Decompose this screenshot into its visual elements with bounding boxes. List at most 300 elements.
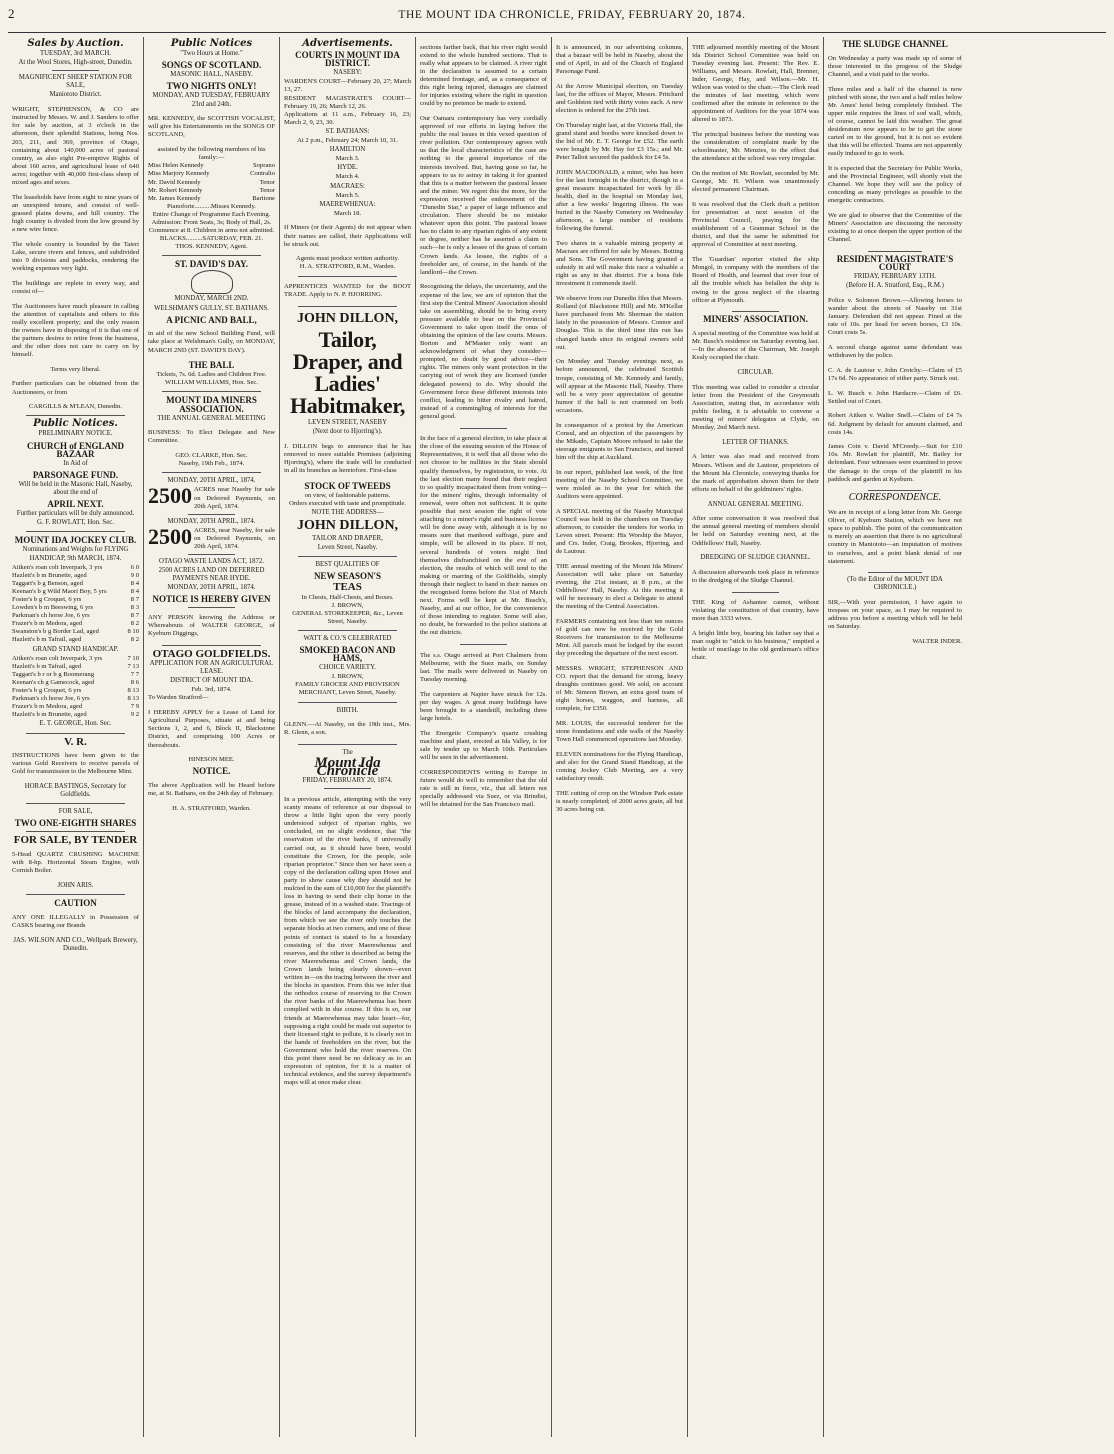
dillon-orders: Orders executed with taste and promptitude.: [289, 499, 406, 507]
divider: [162, 255, 261, 256]
masthead: [8, 6, 1106, 33]
article-para: sections farther back, that his river right would extend to the whole hundred sections. That is really what appears to be claimed. A river right in the declaration is assumed to a certain determined frontage, and, as a consequence of this right being injured, damages are claimed for injuries existing where the right in question could by no pretence be made to extend.: [420, 43, 547, 108]
land-sale-1: [148, 483, 275, 510]
vr-crest: V. R.: [64, 735, 87, 748]
dillon-trade-2: TAILOR AND DRAPER,: [312, 535, 383, 543]
news-item: A bright little boy, bearing his father say that a man ought to "stick to his business," emptied a bottle of mucilage in the old gentleman's office chair.: [692, 630, 819, 662]
ball-title: THE BALL: [188, 360, 235, 371]
chronicle-title: Mount Ida Chronicle: [314, 755, 381, 780]
birth-body: GLENN.—At Naseby, on the 19th inst., Mrs. R. Glenn, a son.: [284, 721, 411, 737]
list-item: [12, 596, 139, 604]
divider: [26, 531, 125, 532]
miners-annual: THE ANNUAL GENERAL MEETING: [157, 414, 266, 422]
entry-name: Miss Helen Kennedy: [148, 162, 204, 170]
station-district: Maniototo District.: [49, 91, 102, 99]
ball-tickets: Tickets, 7s. 6d. Ladies and Children Free.: [156, 371, 267, 379]
list-item: [148, 170, 275, 178]
news-item: A letter was also read and received from Messrs. Wilson and de Lautour, proprietors of the Mount Ida Chronicle, conveying thanks for the mark of approbation shown them for their efforts on behalf of the goldminers' rights.: [692, 453, 819, 493]
caution-title: CAUTION: [54, 898, 97, 909]
news-item: It was resolved that the Clerk draft a petition for presentation at next session of the Provincial Council, praying for the establishment of a Grammar School in the district, and that the same be submitted for approval of Committee at next meeting.: [692, 200, 819, 249]
news-item: On Thursday night last, at the Victoria Hall, the grand stand and booths were knocked down to the bid of Mr. E. T. George for £52. The earth were bought by Mr. Hay for £3 15s.; and Mr. Peter Talbot secured the paddock for £4 5s.: [556, 121, 683, 161]
any-person-body: ANY PERSON knowing the Address or Whereabouts of WALTER GEORGE, of Kyeburn Diggings,: [148, 614, 275, 638]
bazaar-signature: G. F. ROWLATT, Hon. Sec.: [37, 519, 114, 527]
divider: [52, 70, 99, 71]
dillon-trade: Tailor, Draper, and Ladies' Habitmaker,: [289, 326, 406, 418]
dillon-street-2: Leven Street, Naseby.: [317, 544, 378, 552]
column-6: [688, 37, 824, 1437]
entry-name: Foster's b g Croquet, 6 yrs: [12, 596, 82, 603]
list-item: [12, 663, 139, 671]
news-item: The Energetic Company's quartz crushing machine and plant, erected at Ida Valley, is for sale by tender up to March 10th. Particulars will be seen in the advertisement.: [420, 729, 547, 761]
auction-further: Further particulars can be obtained from the Auctioneers, or from: [12, 380, 139, 396]
news-item: THE adjourned monthly meeting of the Mount Ida District School Committee was held on Tuesday evening last. Present: The Rev. E. Williams, and Messrs. Rowlatt, Hall, Brenner, Inder, George, Hay, and Wilson.—Mr. H. Wilson was voted to the chair.—The Clerk read the minutes of last meeting, which were confirmed after the minute in reference to the appointment of Auditors for the year 1874 was altered to 1873.: [692, 43, 819, 124]
court-before: (Before H. A. Stratford, Esq., R.M.): [846, 282, 944, 290]
news-item: MESSRS. WRIGHT, STEPHENSON AND CO. report that the demand for strong, heavy draughts continues good. We sold, on account of Mr. Simeon Brown, an extra good team of eight horses, waggon, and harness, all complete, for £350.: [556, 665, 683, 713]
news-item: THE King of Ashantee cannot, without violating the constitution of that country, have more than 3333 wives.: [692, 599, 819, 623]
letter-heading: LETTER OF THANKS.: [722, 438, 789, 446]
miners-association-heading: MINERS' ASSOCIATION.: [703, 314, 808, 325]
acres-text: ACRES near Naseby for sale on Deferred Payments, on 20th April, 1874.: [194, 486, 275, 510]
page-number: 2: [8, 6, 15, 21]
teas-storekeeper: GENERAL STOREKEEPER, &c., Leven Street, Naseby.: [292, 609, 403, 625]
letter-signature: WALTER INDER.: [912, 638, 962, 646]
teas-title: TEAS: [333, 581, 362, 594]
divider: [460, 644, 507, 645]
teas-chests: In Chests, Half-Chests, and Boxes.: [301, 593, 394, 601]
sales-heading: Sales by Auction.: [27, 38, 124, 49]
land-sale-2: [148, 523, 275, 551]
list-item: [148, 187, 275, 195]
correspondence-heading: CORRESPONDENCE.: [848, 492, 942, 504]
application-signature: HINESON MEE.: [188, 756, 235, 764]
concert-assisted: assisted by the following members of his family:—: [157, 146, 266, 162]
shares-title: TWO ONE-EIGHTH SHARES: [14, 818, 137, 829]
dillon-name: JOHN DILLON,: [296, 310, 399, 326]
teas-best: BEST QUALITIES OF: [315, 561, 380, 569]
auction-body: WRIGHT, STEPHENSON, & CO are instructed by Messrs. W. and J. Sanders to offer for sale by auction, at 3 o'clock in the afternoon, their splendid Stations, being Nos. 203, 211, and 369, province of Otago, containing about 140,000 acres of pastoral country, as also eight Pre-emptive Rights of about 160 acres, and agricultural lease of 640 acres; together with 40,000 first-class sheep of mixed ages and sexes.: [12, 106, 139, 186]
dillon-stock: STOCK OF TWEEDS: [304, 480, 391, 491]
auction-leasehold: The leaseholds have from eight to nine years of an unexpired tenure, and consist of well-grassed plains downs, and hill country. The high country is divided from the low ground by a new wire fence.: [12, 193, 139, 234]
picnic-body: in aid of the new School Building Fund, will take place at Welshman's Gully, on MONDAY, MARCH 2ND (ST. DAVID'S DAY).: [148, 330, 275, 354]
courts-wardens: WARDEN'S COURT—February 20, 27; March 13, 27.: [284, 78, 411, 94]
concert-blacks: BLACKS..........SATURDAY, FEB. 21.: [159, 235, 264, 243]
divider: [162, 472, 261, 473]
list-item: [148, 195, 275, 203]
deferred-payments: 2500 ACRES LAND ON DEFERRED PAYMENTS NEAR HYDE.: [158, 567, 265, 583]
entry-name: Foster's b g Croquet, 6 yrs: [12, 687, 82, 695]
list-item: [12, 628, 139, 636]
dillon-on-view: on view, of fashionable patterns.: [304, 491, 391, 499]
bazaar-title: CHURCH of ENGLAND BAZAAR: [26, 440, 124, 459]
concert-body: MR. KENNEDY, the SCOTTISH VOCALIST, will give his Entertainments on the SONGS OF SCOTLAND,: [148, 115, 275, 139]
apprentices-ad: APPRENTICES WANTED for the BOOT TRADE. Apply to N. P. HJORRING.: [284, 283, 411, 299]
news-item: A discussion afterwards took place in reference to the dredging of the Sludge Channel.: [692, 568, 819, 584]
auction-country: The whole country is bounded by the Taieri Lake, secure rivers and fences, and subdivided into 9 divisions and paddocks, rendering the working expenses very light.: [12, 240, 139, 273]
handicap-list: [12, 564, 139, 645]
entry-name: Parkman's ch horse Joe, 6 yrs: [12, 695, 90, 703]
notice2-title: NOTICE.: [192, 766, 231, 777]
entry-value: 7 9: [130, 703, 139, 711]
application-to: To Warden Stratford—: [148, 694, 209, 702]
acres-number: 2500: [148, 483, 192, 509]
circular-heading: CIRCULAR.: [737, 368, 774, 376]
auction-terms: Terms very liberal.: [50, 365, 101, 373]
tender-title: FOR SALE, BY TENDER: [13, 834, 138, 847]
concert-hall: MASONIC HALL, NASEBY.: [170, 71, 253, 79]
news-item: After some conversation it was resolved that the annual general meeting of members should be held on Saturday evening next, at the Oddfellows' Hall, Naseby.: [692, 515, 819, 547]
concert-subtitle: "Two Hours at Home.": [180, 50, 243, 58]
divider: [26, 831, 125, 832]
list-item: [12, 695, 139, 703]
news-item: It is expected that the Secretary for Public Works, and the Provincial Engineer, will shortly visit the Channel. We hope they will see the policy of conceding as many privileges as possible to the energetic contractors.: [828, 165, 962, 205]
entry-name: Frazer's b m Medora, aged: [12, 620, 83, 628]
entry-value: Soprano: [253, 162, 275, 170]
entry-value: Tenor: [259, 186, 275, 194]
news-item: JOHN MACDONALD, a miner, who has been for the last fortnight in the district, though in a great measure incapacitated for work by ill-health, died in the hospital on Monday last, after a few weeks' lingering illness. He was buried in the Naseby Cemetery on Wednesday afternoon, a large number of residents following the funeral.: [556, 168, 683, 233]
list-item: [12, 604, 139, 612]
bacon-watt: WATT & CO.'S CELEBRATED: [303, 634, 392, 642]
divider: [162, 391, 261, 392]
entry-name: Swanston's b g Border Lad, aged: [12, 628, 99, 636]
concert-nights: TWO NIGHTS ONLY!: [166, 81, 257, 92]
bazaar-particulars: Further particulars will be duly announced.: [16, 510, 135, 518]
courts-hyde-date: March 4.: [335, 173, 360, 181]
column-2: [144, 37, 280, 1437]
courts-st-bathans-date: At 2 p.m., February 24; March 10, 31.: [297, 137, 398, 145]
list-item: [12, 620, 139, 628]
courts-agents: Agents must produce written authority.: [295, 255, 400, 263]
teas-new-season: NEW SEASON'S: [313, 571, 382, 582]
goldfields-title: OTAGO GOLDFIELDS.: [152, 648, 271, 660]
news-item: On the motion of Mr. Rowlatt, seconded by Mr. George, Mr. H. Wilson was unanimously elected permanent Chairman.: [692, 170, 819, 194]
entry-value: 9 2: [130, 711, 139, 719]
divider: [868, 251, 922, 252]
auction-location: At the Wool Stores, High-street, Dunedin.: [18, 59, 133, 67]
entry-name: Miss Marjory Kennedy: [148, 170, 210, 178]
entry-value: Baritone: [252, 194, 275, 202]
teas-brown: J. BROWN,: [331, 601, 364, 609]
crest-emblem: [191, 270, 233, 294]
entry-value: 8 7: [130, 612, 139, 620]
grand-stand-list: [12, 655, 139, 720]
concert-programme: Entire Change of Programme Each Evening.: [152, 210, 271, 218]
list-item: [12, 612, 139, 620]
divider: [460, 428, 507, 429]
court-case: C. A. de Lautour v. John Crotchy.—Claim of £5 17s 6d. No appearance of either party. Struck out.: [828, 366, 962, 382]
tender-signature: JOHN ARIS.: [57, 882, 94, 889]
jockey-nominations: Nominations and Weights for FLYING HANDICAP, 9th MARCH, 1874.: [22, 546, 129, 562]
court-heading: RESIDENT MAGISTRATE'S COURT: [836, 254, 954, 273]
divider: [868, 490, 922, 491]
entry-value: 7 7: [130, 670, 139, 678]
bacon-family: FAMILY GROCER AND PROVISION MERCHANT, Leven Street, Naseby.: [295, 681, 400, 697]
divider: [26, 415, 125, 416]
miners-business: BUSINESS: To Elect Delegate and New Committee.: [148, 429, 275, 445]
chronicle-the: The: [342, 749, 353, 756]
concert-title: SONGS OF SCOTLAND.: [161, 60, 262, 71]
concert-admission: Admission: Front Seats, 3s; Body of Hall, 2s.: [151, 218, 272, 226]
courts-hyde: HYDE.: [337, 164, 358, 172]
courts-st-bathans: ST. BATHANS:: [325, 127, 370, 135]
editorial-body: In a previous article, attempting with the very scanty means of reference at our disposal to throw a little light upon the very poorly understood subject of riparian rights, we concluded, on no slight evidence, that "the reservation of the river banks, if universally carried out, as it should have been, would constitute the Crown, for the people, sole riparian proprietor." Since then we have seen a copy of the declaration calling upon Howe and party to show cause why they should not be mulcted in the sum of £10,000 for the plaintiff's loss in having to send their clip home in the grease, instead of in a washed state. Tracings of the blocks of land accompany the declaration, from which we see the river only touches the separate blocks at two corners, and one of these points of contact is stated to be a boundary consisting of the river Maerewhenua and reserves, and the other is described as being the river Maerewhenua and Crown lands, the Crown lands being clearly shown—even written in—on the tracing between the river and the blocks in question. From this we infer that the orthodox course of reserving to the Crown the river banks of the Maerewhenua has been complied with in due course. If this is so, our friends at Maerewhenua may take heart—for, supposing a right could be made out superior to their licensed right to pollute, it is clearly not in the hands of freeholders on the river, but the Government who hold the river reserves. On this point there need be no delicacy as to an expression of opinion, for it is a matter of technical evidence, and the survey department's maps will at once make clear.: [284, 795, 411, 1087]
application-title: APPLICATION FOR AN AGRICULTURAL LEASE.: [149, 660, 274, 676]
court-case: Police v. Solomon Brown.—Allowing horses to wander about the streets of Naseby on 31st January. Defendant did not appear. Fined at the rate of 10s. per head for seven horses, £3 10s. Court costs 5s.: [828, 297, 962, 337]
public-notices-heading: Public Notices: [170, 38, 253, 49]
court-case: James Coin v. David M'Creedy.—Suit for £10 10s. Mr. Rowlatt for plaintiff, Mr. Bailey for defendant. Four witnesses were examined to prove the damage to the crops of the plaintiff in his paddock and garden at Kyeburn.: [828, 443, 962, 483]
auction-date: TUESDAY, 3rd MARCH.: [39, 50, 111, 58]
entry-name: Aitken's roan colt Inverpark, 3 yrs: [12, 654, 103, 662]
application-district: DISTRICT OF MOUNT IDA.: [170, 677, 253, 685]
divider: [324, 788, 371, 789]
column-3: [280, 37, 416, 1437]
divider: [732, 311, 779, 312]
sludge-heading: THE SLUDGE CHANNEL: [842, 39, 948, 49]
column-7: [824, 37, 966, 1437]
news-item: On Monday and Tuesday evenings next, as before announced, the celebrated Scottish troupe, consisting of Mr. Kennedy and family, will appear at the Masonic Hall, Naseby. There will be a very poor appreciation of genuine humor if the hall is not crammed on both occasions.: [556, 358, 683, 414]
divider: [26, 733, 125, 734]
news-item: We are in receipt of a long letter from Mr. George Oliver, of Kyeburn Station, which we have not space to publish. The point of the communication is merely an assertion that there is no agricultural country in Maniototo—an imputation of motives to ourselves, and a point blank denial of our statement.: [828, 509, 962, 565]
article-para: Our Oamaru contemporary has very cordially approved of our efforts in laying before the public the real issues in this vexed question of river pollution. Our contemporary agrees with us that the local characteristics of the case are nothing to the general importance of the interests involved. But, having gone so far, he appears to us to astray in taking it for granted that this is a matter between the pastoral lessee and the miner. We regret this the more, for the expression received the endorsement of the "Dunedin Star," a paper of large influence and circulation. There should be no mistake whatever upon this point. The pastoral lessee has no claim to any riparian rights of any extent or degree, neither has he asserted a claim to such—he is only a lessee of the grass of certain Crown lands. As lessee, the rights of a freeholder are, of course, in the hands of the landlord—the Crown.: [420, 114, 547, 276]
entry-value: 7 13: [127, 662, 139, 670]
dillon-body: J. DILLON begs to announce that he has removed to more suitable Premises (adjoining Hjorring's), where the trade will be conducted in all its branches as heretofore. First-class: [284, 442, 411, 474]
entry-value: 8 7: [130, 596, 139, 603]
courts-resident: RESIDENT MAGISTRATE'S COURT—February 19, 26; March 12, 26.: [284, 94, 411, 110]
newspaper-page: [8, 6, 1106, 1440]
advertisements-heading: Advertisements.: [302, 38, 393, 49]
st-davids-place: WELSHMAN'S GULLY, ST. BATHANS.: [154, 304, 269, 312]
news-item: Two shares in a valuable mining property at Macraes are offered for sale by Messrs. Botting and Sons. The Government having granted a subsidy in aid will make this race a valuable a right as any in that district. For a bona fide investment it commends itself.: [556, 239, 683, 288]
article-para: Recognising the delays, the uncertainty, and the expense of the law, we are of opinion that the first step the Central Miners' Association should take on assembling, should be to bring every pressure available to bear on the Provincial Government to take upon itself the onus of obtaining the opinion of the law courts. Messrs. Borton and M'Master only want an acknowledgment of what they consider—prompted, no doubt by good advice—their rights. The miners only want protection in the carrying out of work they are licensed (under delegated powers) to do. Why should the Government force these different interests into conflict, leading to bitter rivalry and hatred, instead of a commingling of interests for the general good.: [420, 283, 547, 420]
divider: [732, 592, 779, 593]
list-item: [12, 588, 139, 596]
entry-value: 8 6: [130, 678, 139, 686]
picnic-title: A PICNIC AND BALL,: [166, 314, 257, 325]
court-date: FRIDAY, FEBRUARY 13TH.: [853, 273, 937, 281]
instructions-signature: HORACE BASTINGS, Secretary for Goldfields.: [24, 783, 127, 799]
entry-value: 8 3: [130, 604, 139, 612]
jockey-title: MOUNT IDA JOCKEY CLUB.: [14, 535, 137, 546]
list-item: [12, 655, 139, 663]
entry-value: Tenor: [259, 178, 275, 186]
news-item: At the Arrow Municipal election, on Tuesday last, for the offices of Mayor, Messrs. Pritchard and Goldston tied with thirty votes each. A new election is ordered for the 27th inst.: [556, 82, 683, 114]
entry-name: Mr. James Kennedy: [148, 194, 201, 202]
entry-name: Hazlett's b m Brunette, aged: [12, 711, 87, 719]
dillon-name-2: JOHN DILLON,: [296, 518, 399, 534]
news-item: The 'Guardian' reporter visited the ship Mongol, in company with the members of the Board of Health, and learned that over four of all the trouble which has befallen the ship is owing to the gross neglect of the clearing officer at Plymouth.: [692, 256, 819, 304]
general-meeting-heading: ANNUAL GENERAL MEETING.: [707, 500, 804, 508]
courts-hamilton: HAMILTON: [329, 146, 366, 154]
news-item: It is announced, in our advertising columns, that a bazaar will be held in Naseby, about the end of April, in aid of the Church of England Parsonage Fund.: [556, 43, 683, 75]
entry-value: 9 0: [130, 571, 139, 579]
column-4: [416, 37, 552, 1437]
entry-name: Hazlett's b m Tafrail, aged: [12, 662, 82, 670]
bacon-brown: J. BROWN,: [331, 673, 364, 681]
entry-value: Contralto: [250, 170, 275, 178]
news-item: CORRESPONDENTS writing to Europe in future would do well to remember that the old rate is still in force, viz., that all letters not specially addressed via Suez, or via Brindisi, will be detained for the San Francisco mail.: [420, 768, 547, 808]
news-item: The principal business before the meeting was the consideration of complaint made by the schoolmaster, Mr. Menzies, to the effect that the attendance at the school was very irregular.: [692, 131, 819, 163]
entry-value: 8 4: [130, 579, 139, 587]
courts-naseby: NASEBY:: [333, 69, 362, 77]
entry-value: 8 4: [130, 587, 139, 595]
entry-value: 7 10: [127, 654, 139, 662]
page-title: THE MOUNT IDA CHRONICLE, FRIDAY, FEBRUARY 20, 1874.: [398, 9, 746, 21]
entry-name: Keenan's b g Wild Maori Boy, 5 yrs: [12, 587, 107, 595]
ball-signature: WILLIAM WILLIAMS, Hon. Sec.: [165, 379, 258, 387]
st-davids-date: MONDAY, MARCH 2ND.: [174, 295, 249, 303]
concert-dates: MONDAY, AND TUESDAY, FEBRUARY 23rd and 24th.: [152, 92, 271, 108]
chronicle-date: FRIDAY, FEBRUARY 20, 1874.: [302, 777, 393, 785]
courts-macraes-date: March 5.: [335, 191, 360, 199]
acres-number: 2500: [148, 523, 192, 549]
news-item: The carpenters at Napier have struck for 12s. per day wages. A great many buildings have been brought to a standstill, including three large hotels.: [420, 690, 547, 722]
divider: [298, 702, 397, 703]
courts-applications: Applications at 11 a.m., February 16, 23; March 2, 9, 23, 30.: [284, 110, 411, 126]
application-date: Feb. 3rd, 1874.: [191, 686, 232, 694]
divider: [162, 645, 261, 646]
list-item: [12, 671, 139, 679]
grand-stand-title: GRAND STAND HANDICAP.: [32, 645, 119, 653]
dillon-street: LEVEN STREET, NASEBY: [308, 418, 387, 426]
list-item: [12, 687, 139, 695]
news-item: In consequence of a protest by the American Consul, and an objection of the passengers by the Mikado, Captain Moore refused to take the steerage emigrants to San Francisco, and turned him off the ship at Auckland.: [556, 421, 683, 461]
list-item: [12, 636, 139, 644]
entry-value: 8 2: [130, 620, 139, 628]
entry-name: Taggart's b r or b g Boomerang: [12, 670, 95, 678]
column-5: [552, 37, 688, 1437]
divider: [188, 554, 235, 555]
courts-if-miners: If Miners (or their Agents) do not appear when their names are called, their Applications will be struck out.: [284, 224, 411, 248]
divider: [26, 894, 125, 895]
list-item: [12, 572, 139, 580]
tender-body: 5-Head QUARTZ CRUSHING MACHINE with 8-hp. Horizontal Steam Engine, with Cornish Boiler.: [12, 851, 139, 875]
entry-name: Lowden's b m Beeswing, 6 yrs: [12, 604, 94, 612]
column-1: [8, 37, 144, 1437]
divider: [188, 607, 235, 608]
bacon-choice: CHOICE VARIETY.: [319, 664, 376, 672]
public-notices-heading: Public Notices.: [33, 418, 118, 430]
news-item: The s.s. Otago arrived at Port Chalmers from Melbourne, with the Suez mails, on Sunday last. The mails were delivered in Naseby on Tuesday morning.: [420, 651, 547, 683]
auction-signature: CARGILLS & M'LEAN, Dunedin.: [29, 403, 122, 411]
cast-list: [148, 162, 275, 202]
divider: [298, 306, 397, 307]
entry-name: Frazer's b m Medora, aged: [12, 703, 83, 711]
bacon-title: SMOKED BACON AND HAMS,: [299, 644, 396, 664]
notice-title: NOTICE IS HEREBY GIVEN: [152, 594, 271, 605]
dillon-note: NOTE THE ADDRESS—: [311, 508, 384, 516]
entry-name: Mr. David Kennedy: [148, 178, 201, 186]
list-item: [12, 711, 139, 719]
to-editor: (To the Editor of the MOUNT IDA CHRONICLE.): [847, 576, 943, 592]
entry-value: 8 2: [130, 636, 139, 644]
list-item: [12, 564, 139, 572]
entry-value: 8 10: [127, 628, 139, 636]
entry-name: Parkman's ch horse Joe, 6 yrs: [12, 612, 90, 620]
article-para: In the face of a general election, to take place at the close of the ensuing session of the House of Representatives, it is well that all those who do not choose to be nullities in the State should qualify themselves, by registration, to vote. At the last election many found that their neglect to so qualify incapacitated them from voting—for the miners' rights, through informality of renewal, were often not sufficient. It is quite possible that next session the right of vote attaching to a miner's right and business license will be done away with, although it is by no means sure that manhood suffrage, pure and simple, will be allowed in its place. If not, several hundreds of voters might find themselves disfranchised on the eve of an election, the results of which will tend to the making or marring of the Goldfields, simply through their neglect to band in their names on the recognised forms before the 31st of March next. Forms will be kept at Mr. Busch's, Naseby, and at our office, for the convenience of those intending to register. Some will also, no doubt, be forwarded to the police stations at the out districts.: [420, 435, 547, 637]
bazaar-location: Will be held in the Masonic Hall, Naseby, about the end of: [18, 480, 133, 496]
courts-maerewhenua: MAEREWHENUA:: [319, 200, 376, 208]
jockey-signature: E. T. GEORGE, Hon. Sec.: [39, 720, 112, 728]
news-item: We are glad to observe that the Committee of the Miners' Association are discussing the necessity existing to at once deepen the upper portion of the Channel.: [828, 212, 962, 244]
news-item: This meeting was called to consider a circular letter from the President of the Greymouth Association, stating that, in accordance with public feeling, it is advisable to convene a meeting of miners' delegates at Clyde, on Monday, 2nd March next.: [692, 383, 819, 432]
bazaar-fund: PARSONAGE FUND.: [32, 469, 119, 480]
concert-piano: Pianoforte..........Misses Kennedy.: [167, 202, 256, 210]
divider: [26, 803, 125, 804]
land-sale-date-2: MONDAY, 20TH APRIL, 1874.: [167, 517, 256, 525]
list-item: [12, 679, 139, 687]
courts-signature: H. A. STRATFORD, R.M., Warden.: [299, 263, 396, 271]
entry-name: Mr. Robert Kennedy: [148, 186, 203, 194]
list-item: [12, 580, 139, 588]
court-case: L. W. Busch v. John Hardacre.—Claim of £6. Settled out of Court.: [828, 389, 962, 405]
miners-signature: GEO. CLARKE, Hon. Sec.: [175, 452, 248, 460]
dredging-heading: DREDGING OF SLUDGE CHANNEL.: [700, 554, 811, 562]
news-item: THE cutting of crop on the Windsor Park estate is nearly completed; of 2000 acres grain, all but 30 acres being cut.: [556, 790, 683, 814]
notice2-signature: H. A. STRATFORD, Warden.: [172, 804, 251, 812]
entry-value: 8 13: [127, 687, 139, 695]
courts-hamilton-date: March 3.: [335, 155, 360, 163]
divider: [298, 556, 397, 557]
dillon-next-door: (Next door to Hjorring's).: [312, 428, 383, 435]
news-item: THE annual meeting of the Mount Ida Miners' Association will take place on Saturday evening, the 21st instant, at 8 p.m., at the Oddfellows' Hall, Naseby. At this meeting it will be necessary to elect a Delegate to attend the meeting of the Central Association.: [556, 562, 683, 611]
news-item: Three miles and a half of the channel is now pitched with stone, the two and a half miles below Mr. Ames' hotel being completely finished. The upper mile requires the lines of sod wall, which, of course, cannot be laid this weather. The great desideratum now appears to be to get the stone carted on to the ground, but it is not so evident that this will be effected. Teams are not apparently easily induced to go to work.: [828, 85, 962, 158]
entry-name: Keenan's ch g Gamecock, aged: [12, 678, 95, 686]
court-case: Robert Aitken v. Walter Snell.—Claim of £4 7s 6d. Judgment by default for amount claimed, and costs 14s.: [828, 412, 962, 436]
waste-lands-act: OTAGO WASTE LANDS ACT, 1872.: [159, 558, 264, 566]
news-item: We observe from our Dunedin files that Messrs. Rolland (of Blackstone Hill) and Mr. M'Kellar have purchased from Mr. Sherman the station lately in the possession of Messrs. Connor and Douglas. This is the third time this run has changed hands since its original owners sold out.: [556, 295, 683, 351]
st-davids-title: ST. DAVID'S DAY.: [174, 259, 249, 270]
court-case: A second charge against same defendant was withdrawn by the police.: [828, 344, 962, 360]
divider: [298, 276, 397, 277]
news-item: ELEVEN nominations for the Flying Handicap, and also for the Grand Stand Handicap, at the coming Jockey Club Meeting, are a very satisfactory result.: [556, 751, 683, 783]
notice2-body: The above Application will be Heard before me, at St. Bathans, on the 24th day of February.: [148, 782, 275, 798]
entry-value: 8 13: [127, 695, 139, 703]
divider: [868, 572, 922, 573]
application-body: I HEREBY APPLY for a Lease of Land for Agricultural Purposes, situate at and being Sections 1, 2, and 6, Block II, Blackstone District, and comprising 100 Acres or thereabouts.: [148, 709, 275, 749]
miners-date: Naseby, 19th Feb., 1874.: [178, 460, 245, 468]
miners-title: MOUNT IDA MINERS ASSOCIATION.: [166, 395, 257, 414]
entry-name: Taggart's b g Benson, aged: [12, 579, 83, 587]
preliminary-notice: PRELIMINARY NOTICE.: [38, 430, 113, 438]
land-sale-date-3: MONDAY, 20TH APRIL, 1874.: [167, 584, 256, 592]
entry-value: 6 0: [130, 563, 139, 571]
list-item: [148, 162, 275, 170]
news-item: FARMERS containing not less than ten ounces of gold can now be received by the Gold Receivers for transmission to the Melbourne Mint. All parcels must be lodged by the escort day preceding the departure of the next escort.: [556, 617, 683, 658]
land-sale-date: MONDAY, 20TH APRIL, 1874.: [167, 477, 256, 485]
courts-maerewhenua-date: March 18.: [333, 209, 362, 217]
shares-for-sale: FOR SALE,: [58, 808, 93, 816]
divider: [188, 514, 235, 515]
entry-name: Aitken's roan colt Inverpark, 3 yrs: [12, 563, 103, 571]
bazaar-aid: In Aid of: [63, 459, 88, 467]
bazaar-date: APRIL NEXT.: [47, 499, 104, 510]
birth-title: BIRTH.: [336, 706, 359, 714]
list-item: [148, 179, 275, 187]
instructions-body: INSTRUCTIONS have been given to the various Gold Receivers to receive parcels of Gold for transmission to the Melbourne Mint.: [12, 752, 139, 776]
auction-auctioneers: The Auctioneers have much pleasure in calling the attention of capitalists and others to this really excellent property; and the only reason the owners have in disposing of it is that one of the partners desires to retire from the business, and the other does not care to carry on by himself.: [12, 302, 139, 359]
entry-name: Hazlett's b m Brunette, aged: [12, 571, 87, 579]
station-title: MAGNIFICENT SHEEP STATION FOR SALE,: [18, 74, 133, 90]
concert-commence: Commence at 8. Children in arms not admitted.: [148, 227, 275, 235]
news-item: On Wednesday a party was made up of some of those interested in the progress of the Sludge Channel, and a visit paid to the works.: [828, 54, 962, 78]
news-item: A SPECIAL meeting of the Naseby Municipal Council was held in the chambers on Tuesday afternoon, to consider the tenders for works in Leven street. Present: His Worship the Mayor, and Crs. Inder, Craig, Brookes, Hjorring, and de Lautour.: [556, 507, 683, 556]
entry-name: Hazlett's b m Tafrail, aged: [12, 636, 82, 644]
news-item: MR. LOUIS, the successful tenderer for the stone foundations and side walls of the Naseby Town Hall commenced operations last Monday.: [556, 720, 683, 744]
caution-signature: JAS. WILSON AND CO., Wellpark Brewery, Dunedin.: [13, 936, 138, 952]
caution-body: ANY ONE ILLEGALLY in Possession of CASKS bearing our Brands: [12, 913, 139, 929]
courts-title: COURTS IN MOUNT IDA DISTRICT.: [295, 50, 400, 69]
news-item: In our report, published last week, of the first meeting of the Naseby School Committee, we were misled as to the year for which the Auditors were appointed.: [556, 468, 683, 500]
news-item: A special meeting of the Committee was held at Mr. Busch's residence on Saturday evening last.—In the absence of the Chairman, Mr. Joseph Kealy occupied the chair.: [692, 329, 819, 362]
